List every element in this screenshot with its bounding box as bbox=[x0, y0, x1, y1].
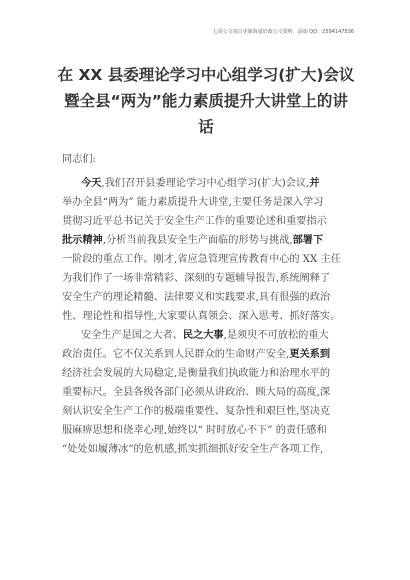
paragraph-line bbox=[62, 383, 362, 402]
paragraph-line bbox=[62, 440, 362, 459]
text-run: 举办全县“两为” 能力素质提升大讲堂,主要任务是深入学习 bbox=[62, 197, 324, 208]
paragraph-line bbox=[62, 364, 362, 383]
bold-text: 民之大事 bbox=[182, 329, 224, 341]
paragraph-line bbox=[62, 402, 362, 421]
text-run: 性、理论性和指导性,大家要认真领会、深入思考、抓好落实。 bbox=[62, 311, 341, 322]
text-run: 政治责任。它不仅关系到人民群众的生命财产安全, bbox=[62, 349, 290, 360]
paragraph-line bbox=[62, 269, 362, 288]
paragraph bbox=[62, 174, 362, 326]
text-run: 服麻痹思想和侥幸心理,始终以“ 时时放心不下” 的责任感和 bbox=[62, 425, 327, 436]
bold-text: 部署下 bbox=[292, 234, 324, 246]
text-run: 安全生产的理论精髓、法律要义和实践要求,具有很强的政治 bbox=[62, 292, 331, 303]
bold-text: 更关系到 bbox=[289, 348, 331, 360]
title-line-2: 暨全县“两为”能力素质提升大讲堂上的讲 bbox=[64, 92, 348, 110]
text-run: 刻认识安全生产工作的极端重要性、复杂性和艰巨性,坚决克 bbox=[62, 406, 331, 417]
paragraph-line bbox=[62, 307, 362, 326]
bold-text: 并 bbox=[309, 177, 320, 189]
paragraph-line bbox=[62, 250, 362, 269]
text-run: ,是须臾不可放松的重大 bbox=[223, 330, 329, 341]
paragraph-line bbox=[62, 326, 362, 345]
bold-text: 批示精神 bbox=[62, 234, 103, 246]
text-run: 重要标尺。全县各级各部门必须从讲政治、顾大局的高度,深 bbox=[62, 387, 331, 398]
text-run: 为我们作了一场非常精彩、深刻的专题辅导报告,系统阐释了 bbox=[62, 273, 331, 284]
paragraph-line bbox=[62, 231, 362, 250]
text-run: 贯彻习近平总书记关于安全生产工作的重要论述和重要指示 bbox=[62, 216, 327, 227]
salutation: 同志们: bbox=[62, 154, 96, 165]
document-title bbox=[40, 62, 372, 140]
text-run: 安全生产是国之大者、 bbox=[81, 330, 183, 341]
paragraph-line bbox=[62, 421, 362, 440]
document-body bbox=[62, 150, 362, 459]
paragraph-line bbox=[62, 288, 362, 307]
paragraph-line bbox=[62, 193, 362, 212]
text-run: ,我们召开县委理论学习中心组学习(扩大)会议, bbox=[101, 178, 310, 189]
text-run: 经济社会发展的大局稳定,是衡量我们执政能力和治理水平的 bbox=[62, 368, 331, 379]
paragraph-line bbox=[62, 345, 362, 364]
paragraph-line bbox=[62, 212, 362, 231]
header-note: 七哥公文每日更新海量好政公文资料，添加 QQ：2594147536 bbox=[212, 29, 354, 35]
paragraph-line bbox=[62, 174, 362, 193]
text-run: ,分析当前我县安全生产面临的形势与挑战, bbox=[102, 235, 293, 246]
text-run: 一阶段的重点工作。刚才,省应急管理宣传教育中心的 XX 主任 bbox=[62, 254, 341, 265]
title-line-3: 话 bbox=[198, 118, 214, 136]
title-line-1: 在 XX 县委理论学习中心组学习(扩大)会议 bbox=[57, 66, 355, 84]
bold-text: 今天 bbox=[81, 177, 102, 189]
text-run: “处处如履薄冰”的危机感,抓实抓细抓好安全生产各项工作, bbox=[62, 444, 324, 455]
paragraphs-container bbox=[62, 174, 362, 459]
paragraph bbox=[62, 326, 362, 459]
